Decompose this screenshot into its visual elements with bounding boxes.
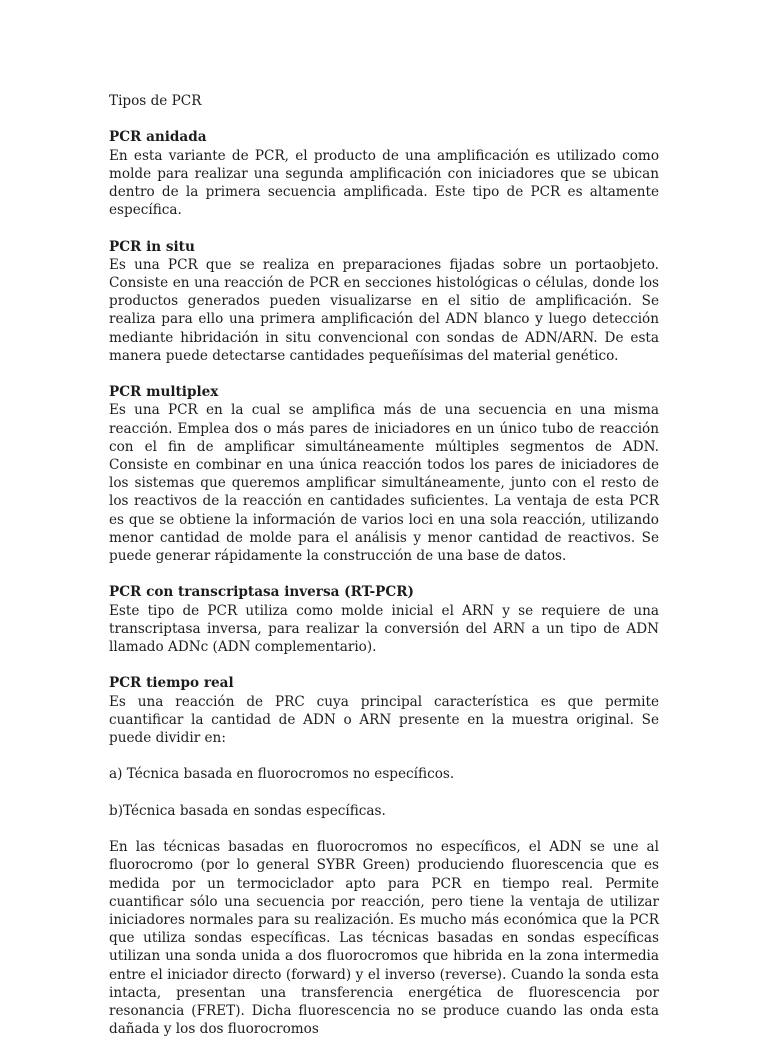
section-pcr-tiempo-real [109,674,659,747]
section-paragraph: Es una reacción de PRC cuya principal característica es que permite cuantificar la cantidad de ADN o ARN presente en la muestra original. Se puede dividir en: [109,693,659,747]
section-heading: PCR anidada [109,129,207,146]
section-heading: PCR tiempo real [109,675,234,692]
section-paragraph: Este tipo de PCR utiliza como molde inicial el ARN y se requiere de una transcriptasa inversa, para realizar la conversión del ARN a un tipo de ADN llamado ADNc (ADN complementario). [109,602,659,656]
document-page [109,92,659,1057]
closing-paragraph: En las técnicas basadas en fluorocromos no específicos, el ADN se une al fluorocromo (por lo general SYBR Green) produciendo fluorescencia que es medida por un termociclador apto para PCR en tiempo real. Permite cuantificar sólo una secuencia por reacción, pero tiene la ventaja de utilizar iniciadores normales para su realización. Es mucho más económica que la PCR que utiliza sondas específicas. Las técnicas basadas en sondas específicas utilizan una sonda unida a dos fluorocromos que hibrida en la zona intermedia entre el iniciador directo (forward) y el inverso (reverse). Cuando la sonda esta intacta, presentan una transferencia energética de fluorescencia por resonancia (FRET). Dicha fluorescencia no se produce cuando las onda esta dañada y los dos fluorocromos [109,839,659,1038]
section-pcr-multiplex [109,383,659,565]
section-rt-pcr [109,583,659,656]
document-title: Tipos de PCR [109,93,202,109]
section-pcr-anidada [109,128,659,219]
list-item: b)Técnica basada en sondas específicas. [109,802,386,819]
section-heading: PCR in situ [109,238,195,255]
section-heading: PCR con transcriptasa inversa (RT-PCR) [109,584,414,601]
section-pcr-in-situ [109,238,659,365]
section-paragraph: Es una PCR en la cual se amplifica más de una secuencia en una misma reacción. Emplea dos o más pares de iniciadores en un único tubo de reacción con el fin de amplificar simultáneamente múltiples segmentos de ADN. Consiste en combinar en una única reacción todos los pares de iniciadores de los sistemas que queremos amplificar simultáneamente, junto con el resto de los reactivos de la reacción en cantidades suficientes. La ventaja de esta PCR es que se obtiene la información de varios loci en una sola reacción, utilizando menor cantidad de molde para el análisis y menor cantidad de reactivos. Se puede generar rápidamente la construcción de una base de datos. [109,402,659,565]
section-paragraph: En esta variante de PCR, el producto de una amplificación es utilizado como molde para realizar una segunda amplificación con iniciadores que se ubican dentro de la primera secuencia amplificada. Este tipo de PCR es altamente específica. [109,147,659,219]
section-heading: PCR multiplex [109,384,219,401]
list-item: a) Técnica basada en fluorocromos no específicos. [109,766,455,783]
section-paragraph: Es una PCR que se realiza en preparaciones fijadas sobre un portaobjeto. Consiste en una reacción de PCR en secciones histológicas o células, donde los productos generados pueden visualizarse en el sitio de amplificación. Se realiza para ello una primera amplificación del ADN blanco y luego detección mediante hibridación in situ convencional con sondas de ADN/ARN. De esta manera puede detectarse cantidades pequeñísimas del material genético. [109,256,659,364]
